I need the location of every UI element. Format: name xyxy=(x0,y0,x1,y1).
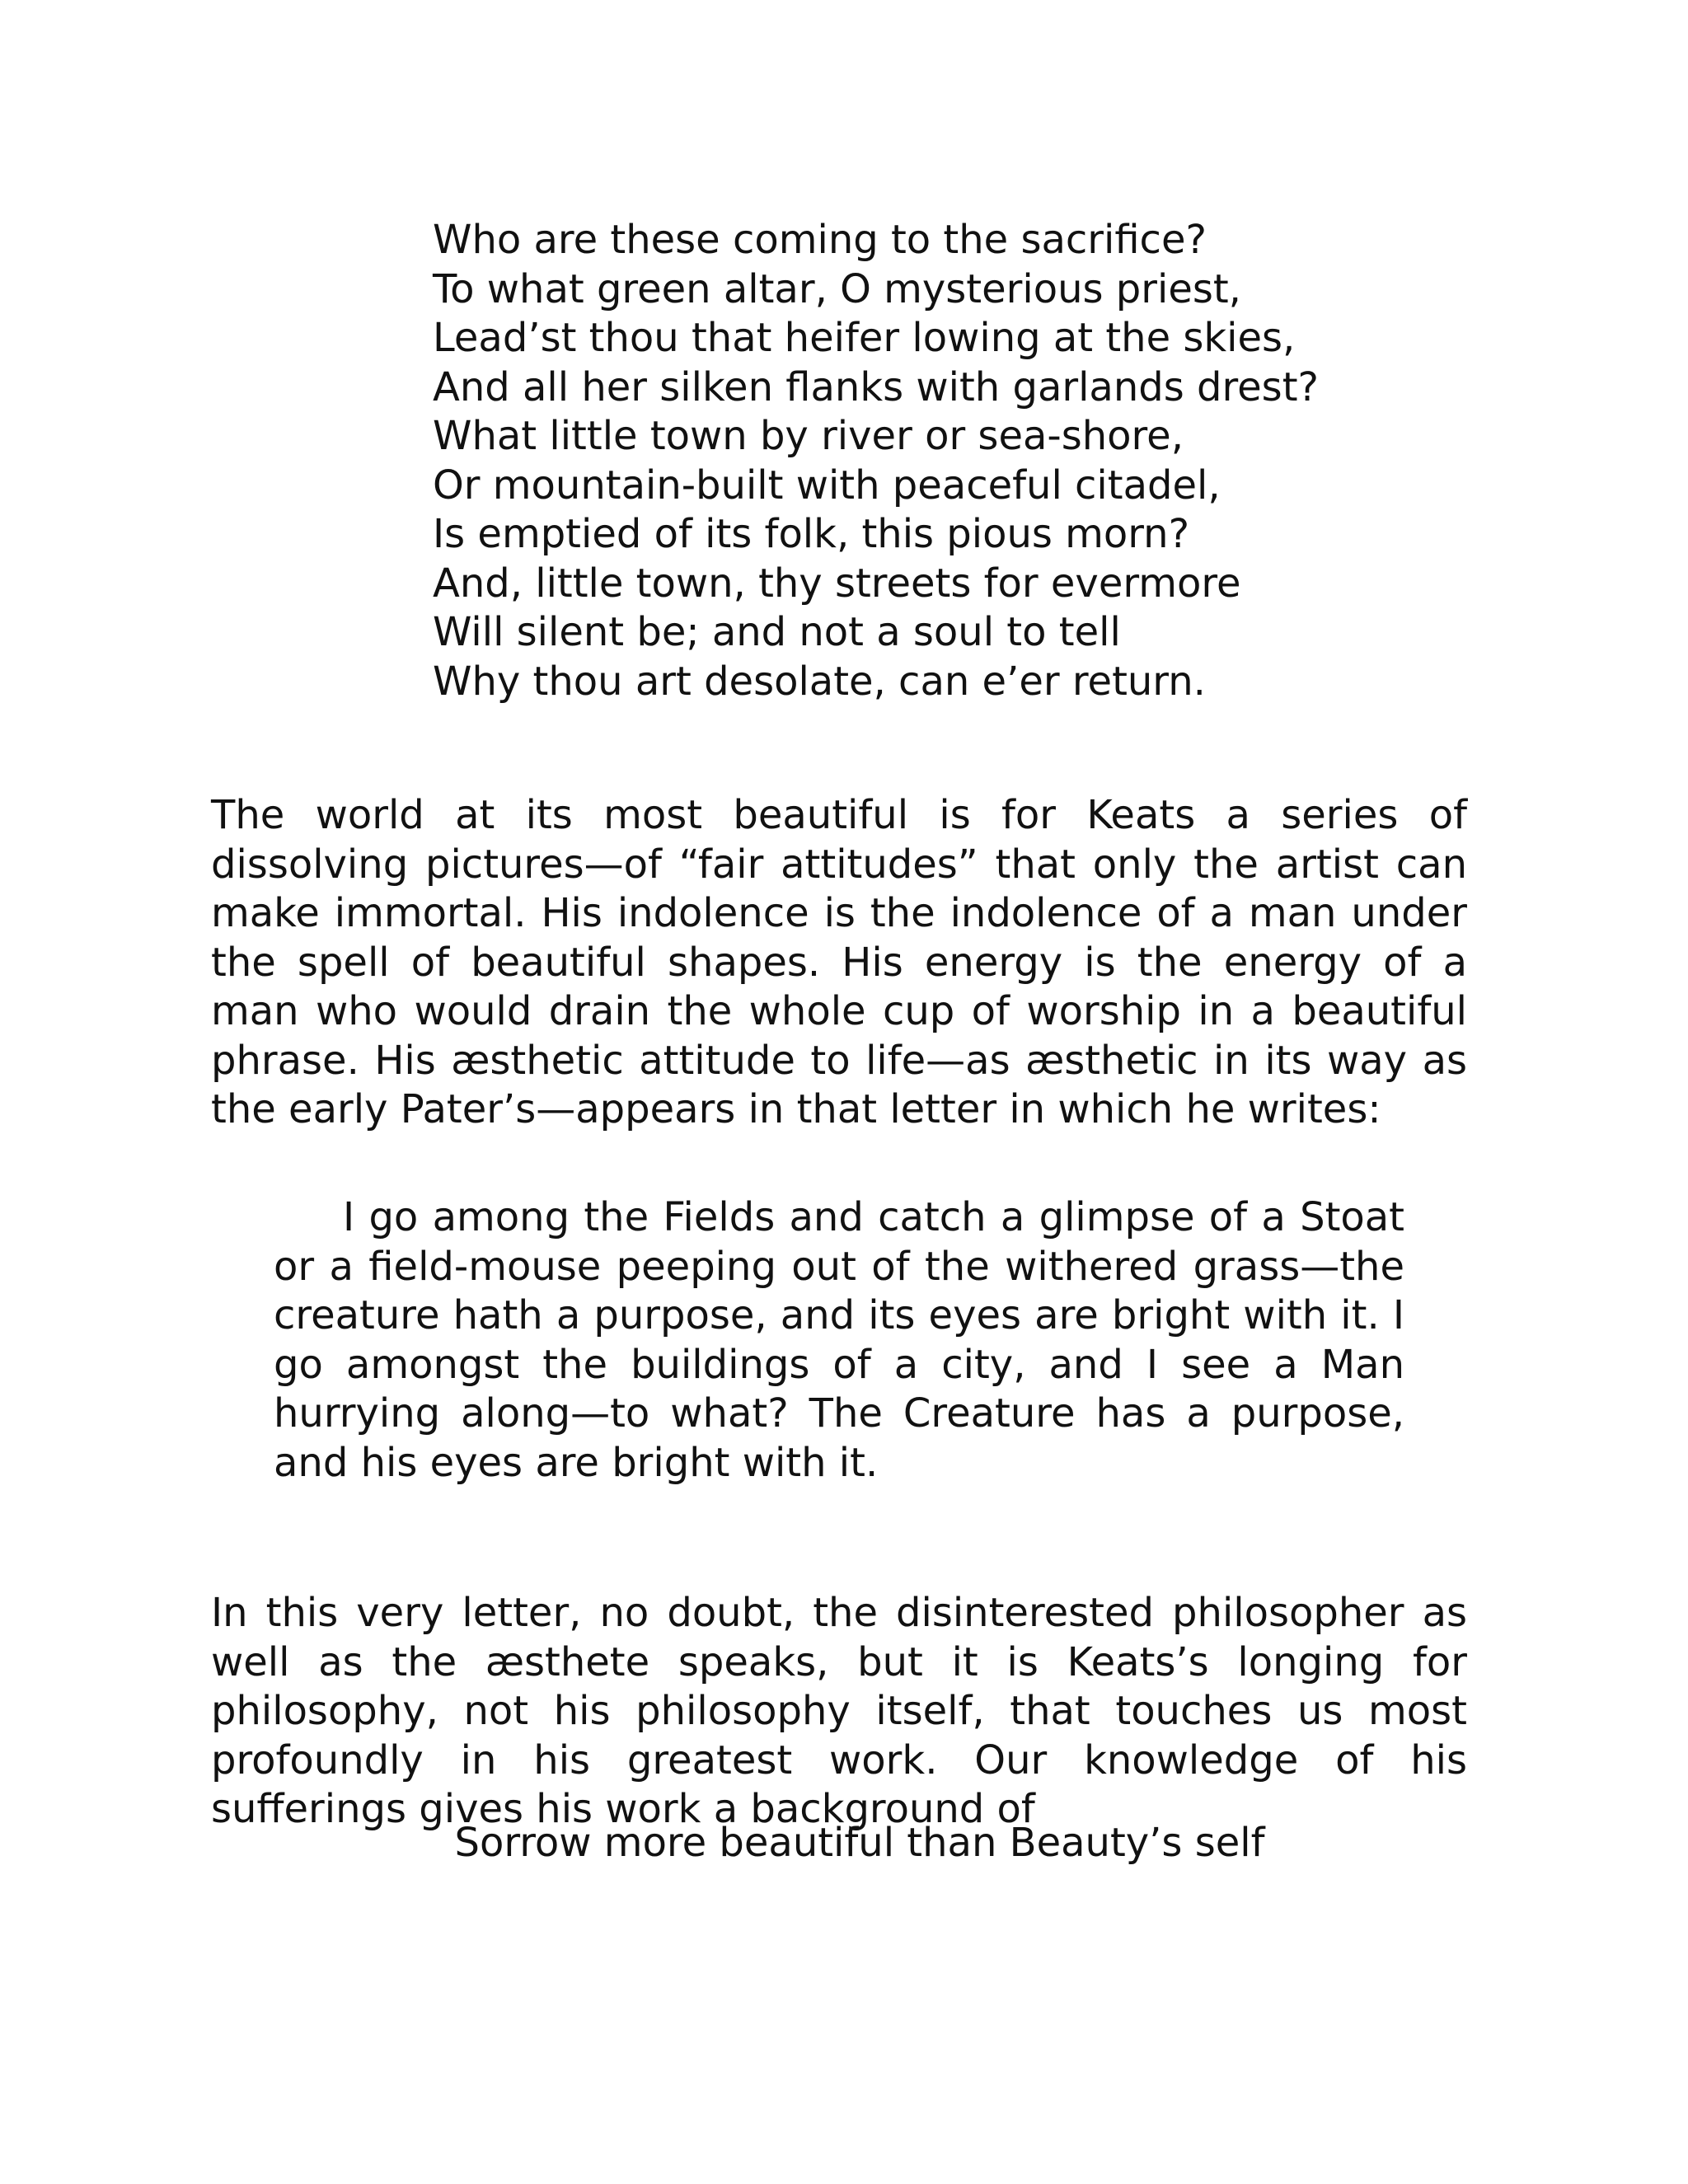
quoted-verse-line: Sorrow more beautiful than Beauty’s self xyxy=(454,1820,1265,1866)
poem-line: Why thou art desolate, can e’er return. xyxy=(433,658,1206,705)
poem-line: And all her silken flanks with garlands drest? xyxy=(433,363,1319,410)
body-paragraph-2: In this very letter, no doubt, the disinterested philosopher as well as the æsthete speaks, but it is Keats’s longing for philosophy, not his philosophy itself, that touches us most profoundly in his greatest work. Our knowledge of his sufferings gives his work a background of xyxy=(211,1590,1467,1832)
poem-stanza xyxy=(433,216,1339,706)
poem-line: Lead’st thou that heifer lowing at the skies, xyxy=(433,315,1296,361)
poem-line: What little town by river or sea-shore, xyxy=(433,413,1184,459)
poem-line: Who are these coming to the sacrifice? xyxy=(433,217,1207,263)
body-paragraph-1: The world at its most beautiful is for Keats a series of dissolving pictures—of “fair attitudes” that only the artist can make immortal. His indolence is the indolence of a man under the spell of beautiful shapes. His energy is the energy of a man who would drain the whole cup of worship in a beautiful phrase. His æsthetic attitude to life—as æsthetic in its way as the early Pater’s—appears in that letter in which he writes: xyxy=(211,792,1467,1132)
block-quote: I go among the Fields and catch a glimpse of a Stoat or a field-mouse peeping out of the withered grass—the creature hath a purpose, and its eyes are bright with it. I go amongst the buildings of a city, and I see a Man hurrying along—to what? The Creature has a purpose, and his eyes are bright with it. xyxy=(274,1194,1404,1486)
poem-line: To what green altar, O mysterious priest, xyxy=(433,265,1241,312)
poem-line: And, little town, thy streets for evermore xyxy=(433,560,1241,607)
poem-line: Is emptied of its folk, this pious morn? xyxy=(433,511,1190,557)
poem-line: Will silent be; and not a soul to tell xyxy=(433,609,1121,655)
poem-line: Or mountain-built with peaceful citadel, xyxy=(433,462,1221,509)
